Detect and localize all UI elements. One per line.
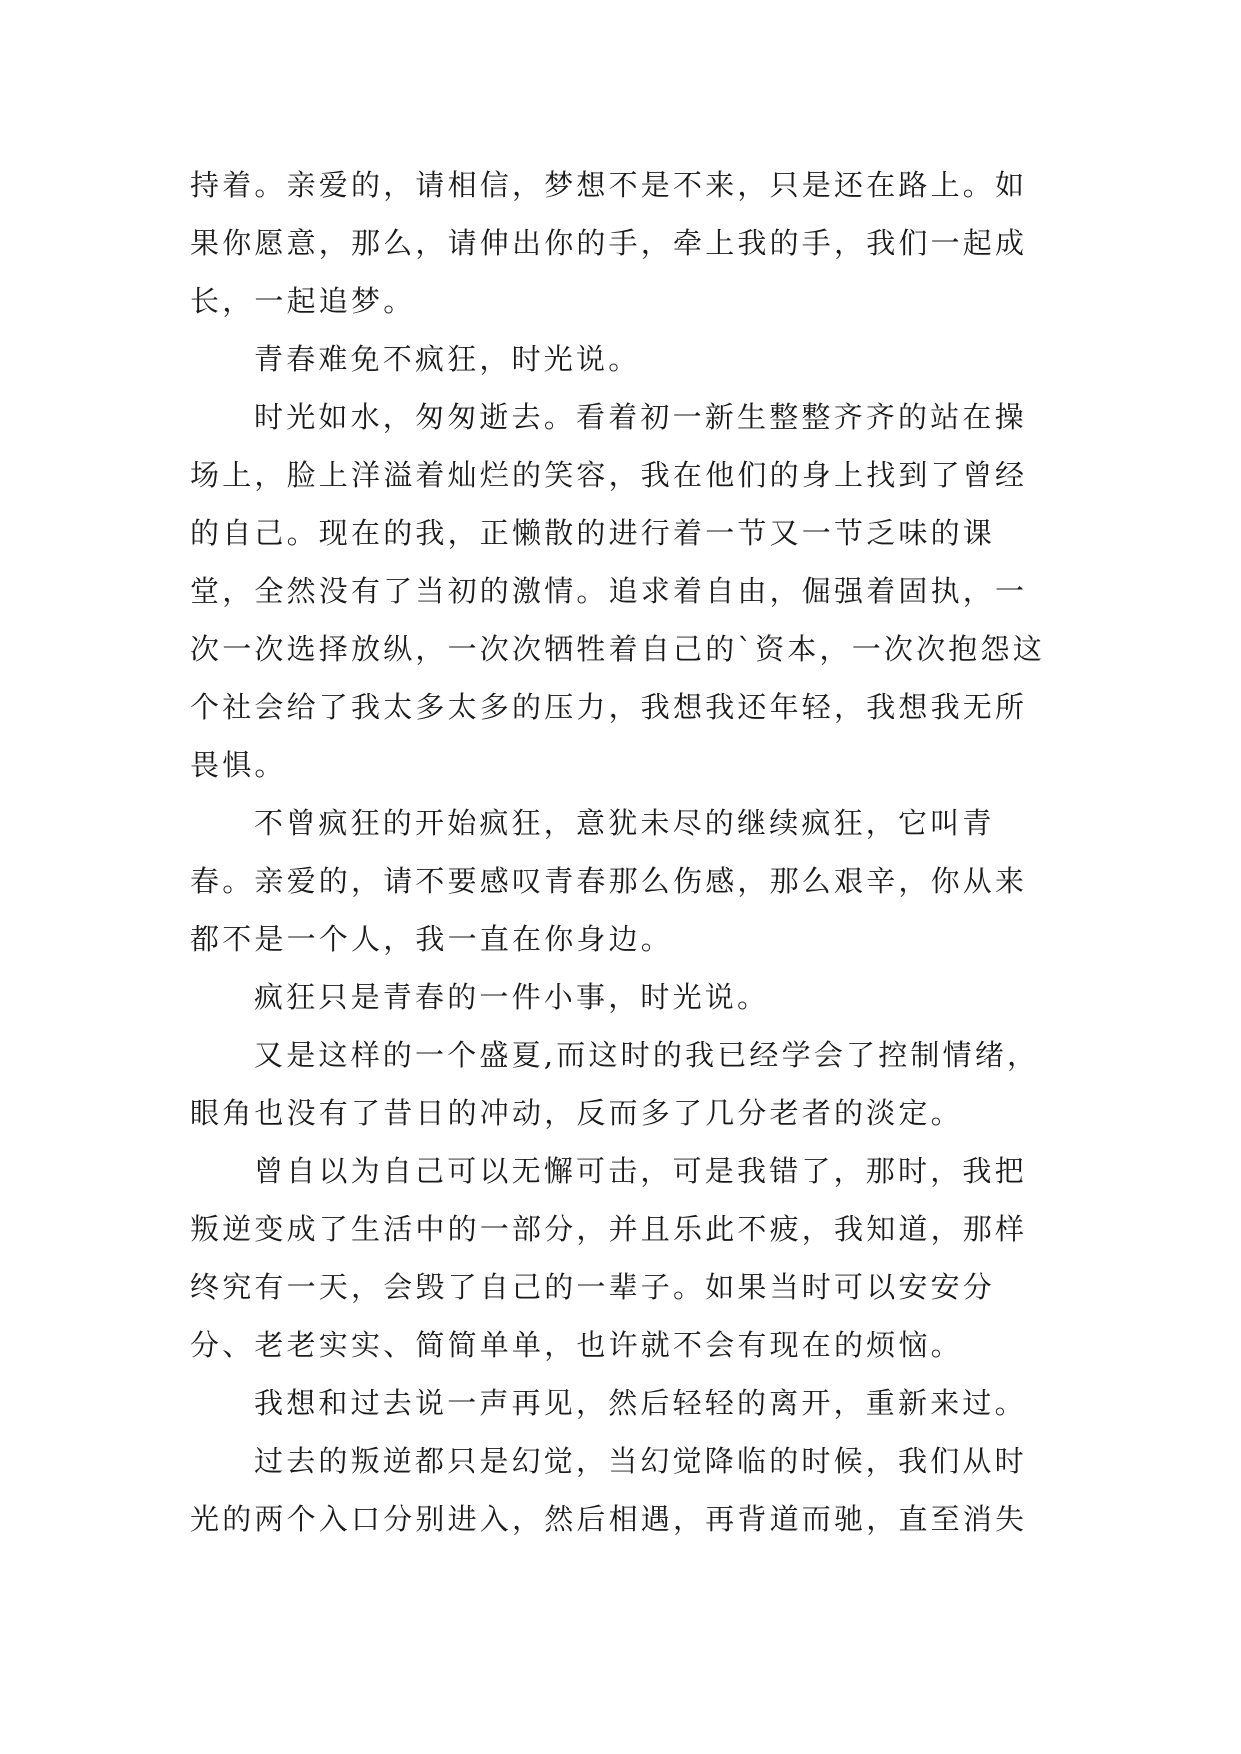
paragraph: 青春难免不疯狂，时光说。: [254, 342, 641, 376]
document-body: [190, 156, 1050, 1548]
paragraph: 不曾疯狂的开始疯狂，意犹未尽的继续疯狂，它叫青春。亲爱的，请不要感叹青春那么伤感，那么艰辛，你从来都不是一个人，我一直在你身边。: [190, 806, 1028, 956]
paragraph: 曾自以为自己可以无懈可击，可是我错了，那时，我把叛逆变成了生活中的一部分，并且乐此不疲，我知道，那样终究有一天，会毁了自己的一辈子。如果当时可以安安分分、老老实实、简简单单，也许就不会有现在的烦恼。: [190, 1154, 1028, 1362]
paragraph: 又是这样的一个盛夏,而这时的我已经学会了控制情绪，眼角也没有了昔日的冲动，反而多了几分老者的淡定。: [190, 1038, 1040, 1130]
paragraph: 时光如水，匆匆逝去。看着初一新生整整齐齐的站在操场上，脸上洋溢着灿烂的笑容，我在他们的身上找到了曾经的自己。现在的我，正懒散的进行着一节又一节乏味的课堂，全然没有了当初的激情。追求着自由，倔强着固执，一次一次选择放纵，一次次牺牲着自己的`资本，一次次抱怨这个社会给了我太多太多的压力，我想我还年轻，我想我无所畏惧。: [190, 400, 1045, 782]
paragraph: 我想和过去说一声再见，然后轻轻的离开，重新来过。: [254, 1386, 1027, 1420]
paragraph: 疯狂只是青春的一件小事，时光说。: [254, 980, 770, 1014]
paragraph: 持着。亲爱的，请相信，梦想不是不来，只是还在路上。如果你愿意，那么，请伸出你的手，牵上我的手，我们一起成长，一起追梦。: [190, 168, 1028, 318]
paragraph: 过去的叛逆都只是幻觉，当幻觉降临的时候，我们从时光的两个入口分别进入，然后相遇，再背道而驰，直至消失: [190, 1444, 1028, 1536]
